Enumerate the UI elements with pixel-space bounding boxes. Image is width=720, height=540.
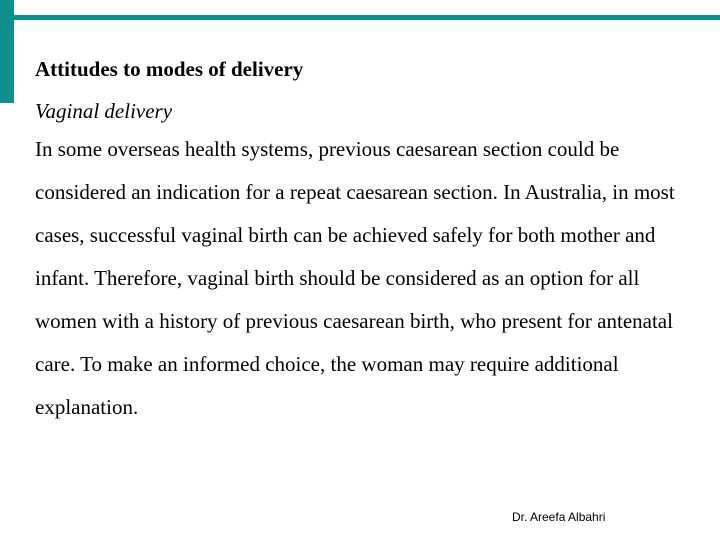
slide-body-text: In some overseas health systems, previous caesarean section could be considered an indication for a repeat caesarean section. In Australia, in most cases, successful vaginal birth can be achieved safely for both mother and infant. Therefore, vaginal birth should be considered as an option for all women with a history of previous caesarean birth, who present for antenatal care. To make an informed choice, the woman may require additional explanation. [35, 137, 675, 419]
slide-content [35, 52, 705, 429]
slide-heading: Attitudes to modes of delivery [35, 57, 304, 81]
slide-subheading: Vaginal delivery [35, 99, 173, 123]
left-accent-bar [0, 0, 14, 103]
author-footer: Dr. Areefa Albahri [512, 510, 606, 524]
top-rule [14, 15, 720, 20]
